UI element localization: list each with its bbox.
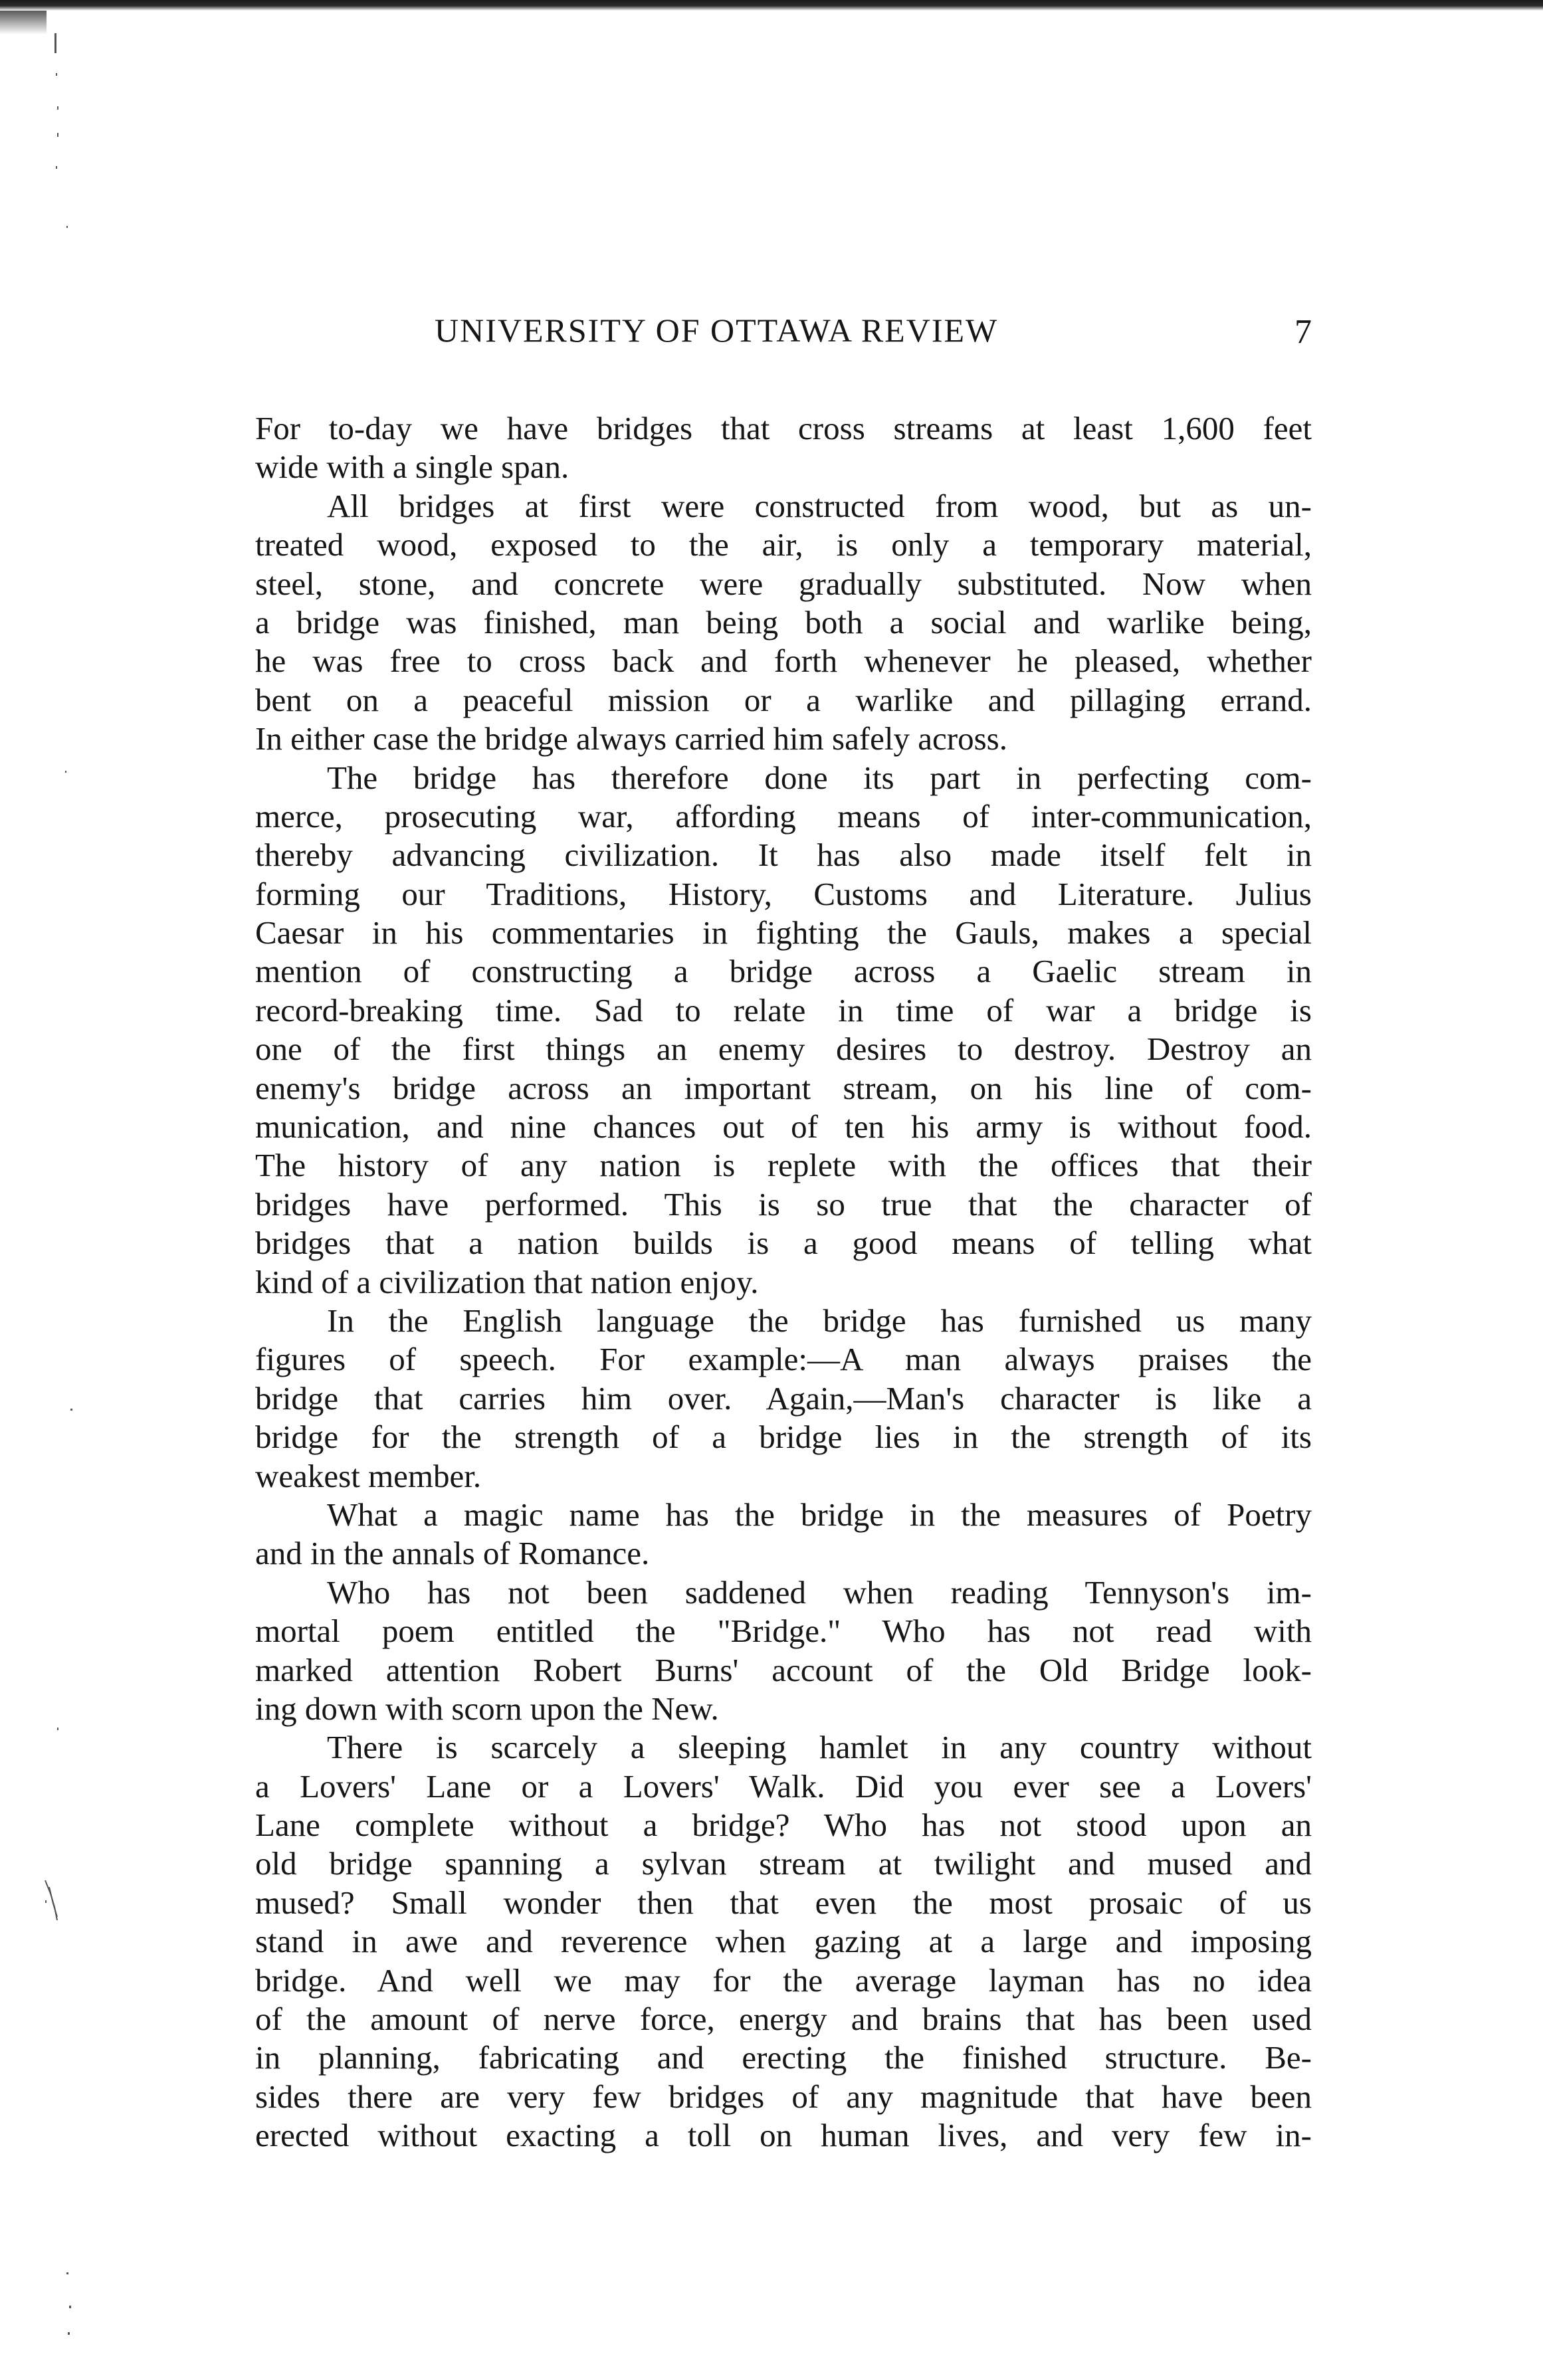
text-line: stand in awe and reverence when gazing at a large and imposing [255,1923,1312,1960]
text-line: mused? Small wonder then that even the most prosaic of us [255,1884,1312,1921]
page-number: 7 [1294,313,1312,351]
text-line: There is scarcely a sleeping hamlet in any country without [327,1729,1312,1766]
text-line: In the English language the bridge has furnished us many [327,1302,1312,1339]
text-line: In either case the bridge always carried him safely across. [255,720,1007,757]
text-line: bridges that a nation builds is a good means of telling what [255,1225,1312,1262]
text-line: weakest member. [255,1457,482,1494]
text-line: bent on a peaceful mission or a warlike and pillaging errand. [255,681,1312,718]
text-line: Lane complete without a bridge? Who has not stood upon an [255,1807,1312,1844]
text-line: wide with a single span. [255,448,569,486]
text-line: and in the annals of Romance. [255,1535,650,1572]
text-line: munication, and nine chances out of ten his army is without food. [255,1108,1312,1145]
text-line: Caesar in his commentaries in fighting the Gauls, makes a special [255,914,1312,951]
text-line: enemy's bridge across an important stream, on his line of com- [255,1069,1312,1106]
text-line: bridge for the strength of a bridge lies in the strength of its [255,1419,1312,1456]
text-line: he was free to cross back and forth whenever he pleased, whether [255,643,1312,680]
text-line: figures of speech. For example:—A man always praises the [255,1341,1312,1378]
text-line: one of the first things an enemy desires to destroy. Destroy an [255,1031,1312,1068]
body-text [255,409,1312,2155]
text-line: kind of a civilization that nation enjoy. [255,1263,759,1300]
text-line: treated wood, exposed to the air, is only a temporary material, [255,526,1312,563]
text-line: ing down with scorn upon the New. [255,1690,719,1727]
text-line: old bridge spanning a sylvan stream at twilight and mused and [255,1845,1312,1882]
text-line: marked attention Robert Burns' account of the Old Bridge look- [255,1651,1312,1688]
text-line: steel, stone, and concrete were gradually substituted. Now when [255,565,1312,602]
running-head: UNIVERSITY OF OTTAWA REVIEW [435,312,999,349]
text-line: Who has not been saddened when reading Tennyson's im- [327,1573,1312,1611]
text-line: sides there are very few bridges of any magnitude that have been [255,2078,1312,2115]
page-header [255,311,1312,371]
text-line: The bridge has therefore done its part in perfecting com- [327,759,1312,796]
text-line: For to-day we have bridges that cross streams at least 1,600 feet [255,410,1312,446]
text-line: of the amount of nerve force, energy and brains that has been used [255,2001,1312,2038]
text-line: The history of any nation is replete with the offices that their [255,1147,1312,1184]
text-line: a bridge was finished, man being both a social and warlike being, [255,603,1312,641]
text-line: All bridges at first were constructed from wood, but as un- [327,487,1312,524]
text-line: merce, prosecuting war, affording means of inter-communication, [255,797,1312,835]
text-line: in planning, fabricating and erecting the finished structure. Be- [255,2039,1312,2076]
text-line: bridge. And well we may for the average layman has no idea [255,1961,1312,1999]
text-line: What a magic name has the bridge in the measures of Poetry [327,1496,1312,1533]
text-line: record-breaking time. Sad to relate in time of war a bridge is [255,991,1312,1029]
text-line: thereby advancing civilization. It has also made itself felt in [255,837,1312,874]
text-line: forming our Traditions, History, Customs and Literature. Julius [255,875,1312,912]
text-line: mortal poem entitled the "Bridge." Who has not read with [255,1613,1312,1650]
scan-top-edge [0,0,1543,11]
text-line: erected without exacting a toll on human lives, and very few in- [255,2117,1312,2154]
text-line: bridge that carries him over. Again,—Man's character is like a [255,1379,1312,1417]
text-line: mention of constructing a bridge across a Gaelic stream in [255,953,1312,990]
text-line: a Lovers' Lane or a Lovers' Walk. Did you ever see a Lovers' [255,1767,1312,1805]
text-line: bridges have performed. This is so true that the character of [255,1185,1312,1223]
margin-specks [40,27,93,2352]
